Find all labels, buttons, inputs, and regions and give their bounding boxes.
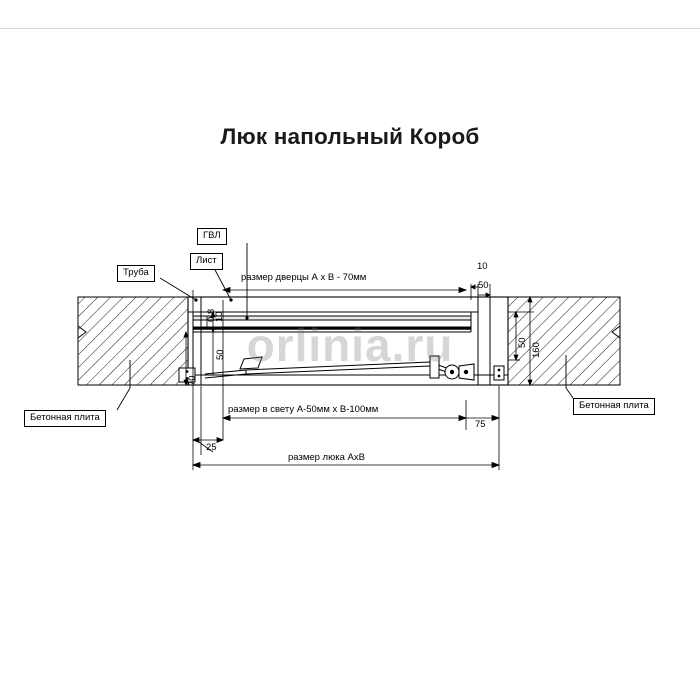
dim-25-bottom: 25 — [206, 442, 217, 453]
dim-clear-size: размер в свету А-50мм х В-100мм — [228, 404, 379, 415]
dim-08-left: 0,8 — [206, 308, 217, 322]
label-sheet: Лист — [190, 253, 223, 270]
dim-10-left: 10 — [214, 311, 225, 322]
label-concrete-right: Бетонная плита — [573, 398, 655, 415]
dim-10-top: 10 — [477, 261, 488, 272]
concrete-slab-left — [78, 297, 188, 385]
dim-50-top: 50 — [478, 280, 489, 291]
label-pipe: Труба — [117, 265, 155, 282]
dim-50-right: 50 — [517, 337, 528, 348]
dim-50-left: 50 — [215, 349, 226, 360]
page-title: Люк напольный Короб — [220, 124, 480, 149]
dim-hatch-size: размер люка АхВ — [288, 452, 365, 463]
label-gvl: ГВЛ — [197, 228, 227, 245]
dim-door-size: размер дверцы А х В - 70мм — [241, 272, 367, 283]
dim-70-left: 70 — [187, 375, 198, 386]
dim-75-bottom: 75 — [475, 419, 486, 430]
dim-160-right: 160 — [531, 342, 542, 358]
label-concrete-left: Бетонная плита — [24, 410, 106, 427]
watermark: orlinia.ru — [246, 319, 454, 371]
